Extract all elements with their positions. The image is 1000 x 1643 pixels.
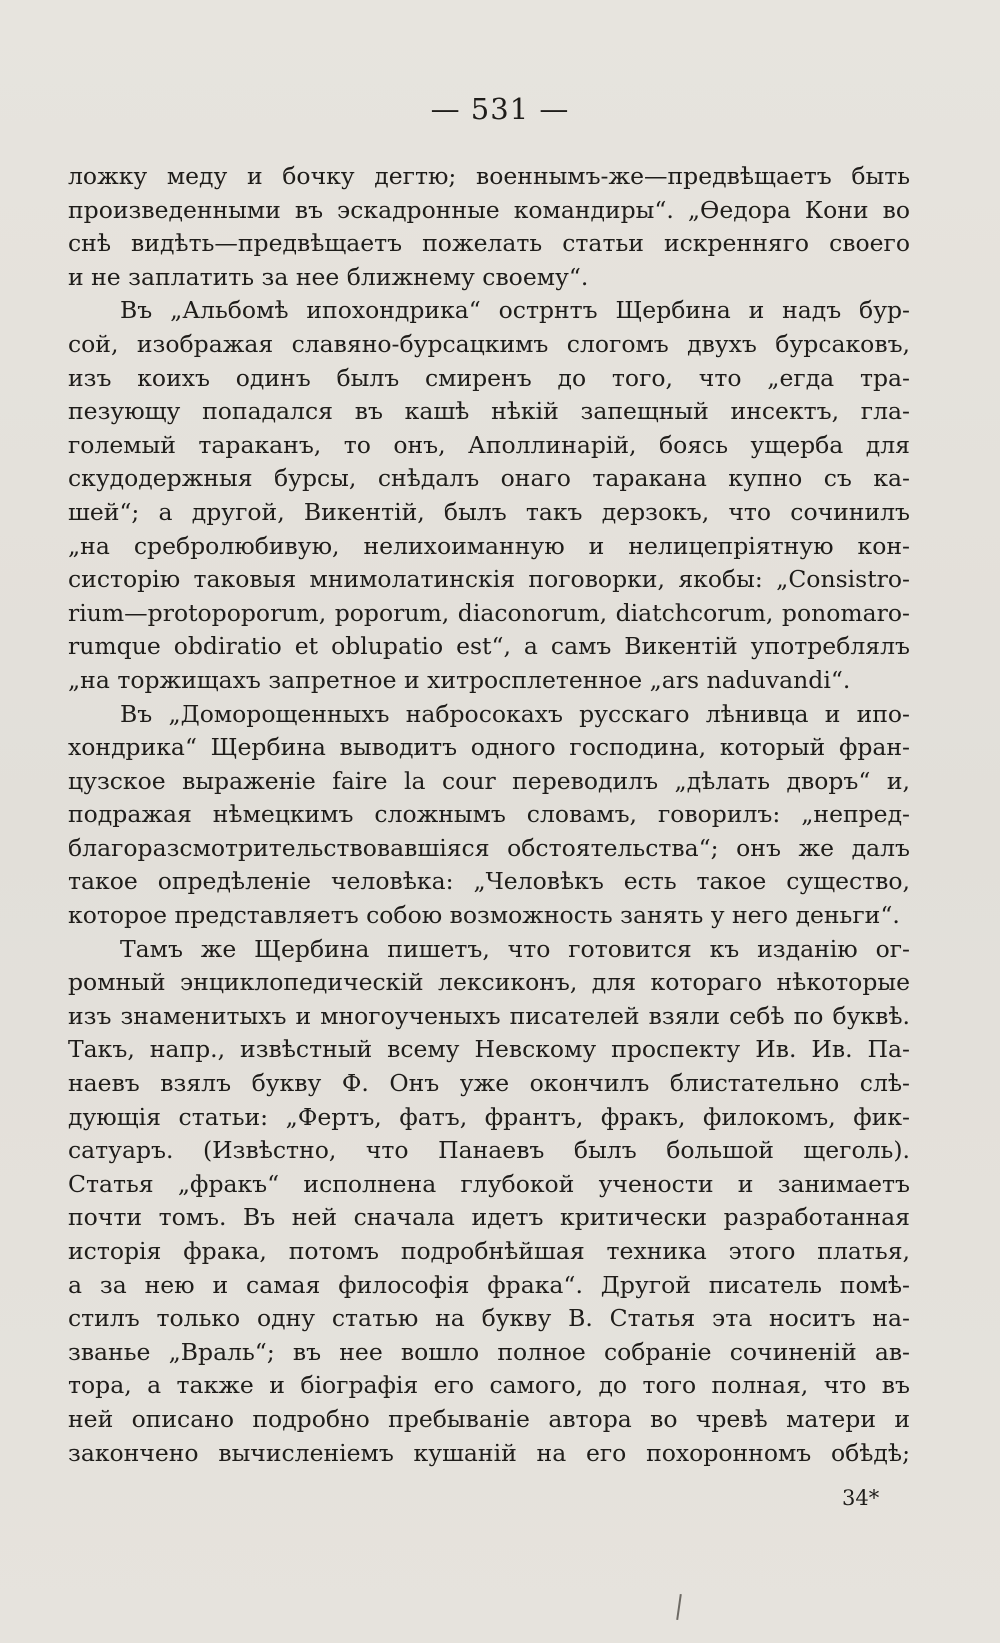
scan-mark xyxy=(676,1594,682,1620)
text-line: благоразсмотрительствовавшіяся обстоятельства“; онъ же далъ xyxy=(68,833,910,862)
text-line: снѣ видѣть—предвѣщаетъ пожелать статьи искренняго своего xyxy=(68,229,910,258)
text-line: „на торжищахъ запретное и хитросплетенное „ars naduvandi“. xyxy=(68,665,851,694)
text-line: хондрика“ Щербина выводитъ одного господина, который фран- xyxy=(68,733,910,762)
text-line: изъ знаменитыхъ и многоученыхъ писателей взяли себѣ по буквѣ. xyxy=(68,1001,910,1030)
body-text xyxy=(68,160,910,1470)
printer-signature-mark: 34* xyxy=(842,1486,880,1510)
text-line: стилъ только одну статью на букву В. Статья эта носитъ на- xyxy=(68,1304,910,1333)
text-line: Статья „фракъ“ исполнена глубокой учености и занимаетъ xyxy=(68,1169,910,1198)
text-line: закончено вычисленіемъ кушаній на его похоронномъ обѣдѣ; xyxy=(68,1438,910,1467)
text-line: и не заплатить за нее ближнему своему“. xyxy=(68,262,589,291)
text-line: такое опредѣленіе человѣка: „Человѣкъ есть такое существо, xyxy=(68,867,910,896)
text-line: сой, изображая славяно-бурсацкимъ слогомъ двухъ бурсаковъ, xyxy=(68,329,910,358)
text-line: подражая нѣмецкимъ сложнымъ словамъ, говорилъ: „непред- xyxy=(68,800,910,829)
text-line: ложку меду и бочку дегтю; военнымъ-же—предвѣщаетъ быть xyxy=(68,162,910,190)
text-line: званье „Враль“; въ нее вошло полное собраніе сочиненій ав- xyxy=(68,1337,910,1366)
text-line: Въ „Доморощенныхъ набросокахъ русскаго лѣнивца и ипо- xyxy=(120,699,910,728)
page-number: — 531 — xyxy=(430,92,570,126)
text-line: пезующу попадался въ кашѣ нѣкій запещный инсектъ, гла- xyxy=(68,397,910,426)
text-line: шей“; а другой, Викентій, былъ такъ дерзокъ, что сочинилъ xyxy=(68,497,910,526)
text-line: исторія фрака, потомъ подробнѣйшая техника этого платья, xyxy=(68,1237,910,1265)
text-line: „на сребролюбивую, нелихоиманную и нелицепріятную кон- xyxy=(68,531,910,560)
text-line: изъ коихъ одинъ былъ смиренъ до того, что „егда тра- xyxy=(68,363,910,392)
text-line: скудодержныя бурсы, снѣдалъ онаго таракана купно съ ка- xyxy=(68,464,910,493)
text-line: сатуаръ. (Извѣстно, что Панаевъ былъ большой щеголь). xyxy=(68,1136,910,1165)
text-line: Тамъ же Щербина пишетъ, что готовится къ изданію ог- xyxy=(120,934,910,963)
text-line: ней описано подробно пребываніе автора во чревѣ матери и xyxy=(68,1404,910,1433)
text-line: произведенными въ эскадронные командиры“. „Өедора Кони во xyxy=(68,195,910,224)
text-line: цузское выраженіе faire la cour переводилъ „дѣлать дворъ“ и, xyxy=(68,766,910,795)
text-line: систорію таковыя мнимолатинскія поговорки, якобы: „Consistro- xyxy=(68,565,910,594)
text-line: големый тараканъ, то онъ, Аполлинарій, боясь ущерба для xyxy=(68,430,910,459)
text-line: почти томъ. Въ ней сначала идетъ критически разработанная xyxy=(68,1203,910,1232)
text-line: rumque obdiratio et oblupatio est“, а самъ Викентій употреблялъ xyxy=(68,632,910,661)
text-line: тора, а также и біографія его самого, до того полная, что въ xyxy=(68,1371,910,1400)
text-line: а за нею и самая философія фрака“. Другой писатель помѣ- xyxy=(68,1270,910,1299)
text-line: ромный энциклопедическій лексиконъ, для котораго нѣкоторые xyxy=(68,968,910,997)
text-line: rium—protopoporum, poporum, diaconorum, diatchcorum, ponomaro- xyxy=(68,598,910,627)
text-line: которое представляетъ собою возможность занять у него деньги“. xyxy=(68,901,900,930)
text-line: Въ „Альбомѣ ипохондрика“ острнтъ Щербина и надъ бур- xyxy=(120,296,910,325)
text-line: дующія статьи: „Фертъ, фатъ, франтъ, фракъ, филокомъ, фик- xyxy=(68,1102,910,1131)
text-line: Такъ, напр., извѣстный всему Невскому проспекту Ив. Ив. Па- xyxy=(68,1035,910,1064)
text-line: наевъ взялъ букву Ф. Онъ уже окончилъ блистательно слѣ- xyxy=(68,1069,910,1098)
